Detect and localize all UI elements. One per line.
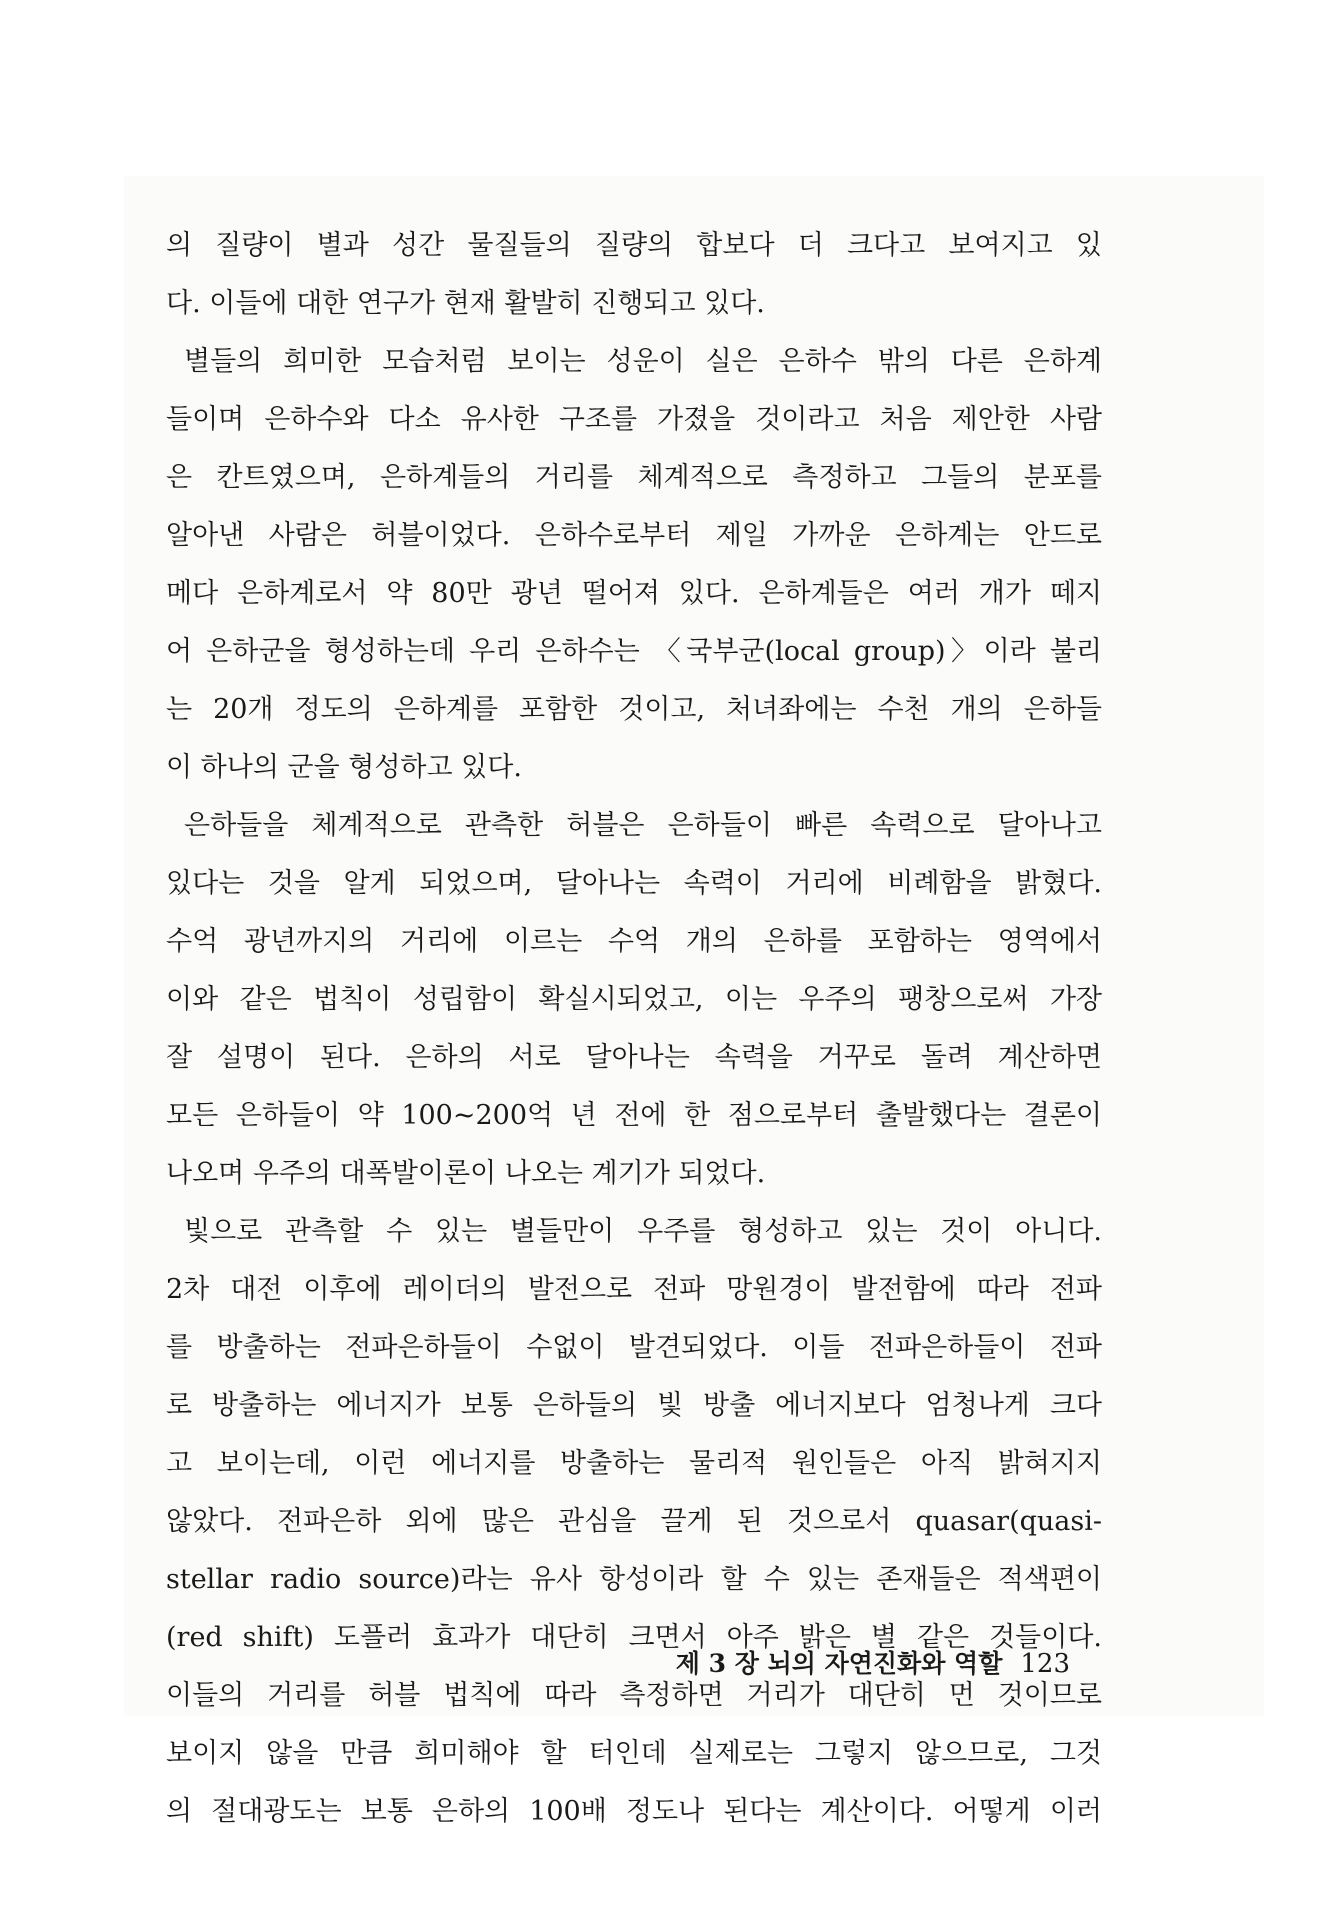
text-line: 잘 설명이 된다. 은하의 서로 달아나는 속력을 거꾸로 돌려 계산하면 [166, 1042, 1102, 1073]
text-line: 메다 은하계로서 약 80만 광년 떨어져 있다. 은하계들은 여러 개가 떼지 [166, 578, 1102, 609]
text-line: 를 방출하는 전파은하들이 수없이 발견되었다. 이들 전파은하들이 전파 [166, 1332, 1102, 1363]
text-line: 은하들을 체계적으로 관측한 허블은 은하들이 빠른 속력으로 달아나고 [184, 810, 1102, 841]
page-footer [650, 1644, 1070, 1680]
text-line: 이 하나의 군을 형성하고 있다. [166, 752, 522, 783]
text-line: (red shift) 도플러 효과가 대단히 크면서 아주 밝은 별 같은 것들이다. [166, 1622, 1102, 1653]
text-line: 는 20개 정도의 은하계를 포함한 것이고, 처녀좌에는 수천 개의 은하들 [166, 694, 1102, 725]
text-line: 별들의 희미한 모습처럼 보이는 성운이 실은 은하수 밖의 다른 은하계 [184, 346, 1102, 377]
text-line: 들이며 은하수와 다소 유사한 구조를 가졌을 것이라고 처음 제안한 사람 [166, 404, 1102, 435]
chapter-title: 제 3 장 뇌의 자연진화와 역할 [675, 1649, 1003, 1678]
text-line: 이와 같은 법칙이 성립함이 확실시되었고, 이는 우주의 팽창으로써 가장 [166, 984, 1102, 1015]
text-line: 알아낸 사람은 허블이었다. 은하수로부터 제일 가까운 은하계는 안드로 [166, 520, 1102, 551]
text-line: 고 보이는데, 이런 에너지를 방출하는 물리적 원인들은 아직 밝혀지지 [166, 1448, 1102, 1479]
text-line: 이들의 거리를 허블 법칙에 따라 측정하면 거리가 대단히 먼 것이므로 [166, 1680, 1102, 1711]
text-line: 모든 은하들이 약 100~200억 년 전에 한 점으로부터 출발했다는 결론이 [166, 1100, 1102, 1131]
text-line: 보이지 않을 만큼 희미해야 할 터인데 실제로는 그렇지 않으므로, 그것 [166, 1738, 1102, 1769]
text-line: 은 칸트였으며, 은하계들의 거리를 체계적으로 측정하고 그들의 분포를 [166, 462, 1102, 493]
text-line: 있다는 것을 알게 되었으며, 달아나는 속력이 거리에 비례함을 밝혔다. [166, 868, 1102, 899]
text-line: 수억 광년까지의 거리에 이르는 수억 개의 은하를 포함하는 영역에서 [166, 926, 1102, 957]
text-line: 않았다. 전파은하 외에 많은 관심을 끌게 된 것으로서 quasar(quasi- [166, 1506, 1102, 1537]
text-line: stellar radio source)라는 유사 항성이라 할 수 있는 존재들은 적색편이 [166, 1564, 1102, 1595]
text-line: 나오며 우주의 대폭발이론이 나오는 계기가 되었다. [166, 1158, 766, 1189]
text-line: 2차 대전 이후에 레이더의 발전으로 전파 망원경이 발전함에 따라 전파 [166, 1274, 1102, 1305]
text-line: 의 질량이 별과 성간 물질들의 질량의 합보다 더 크다고 보여지고 있 [166, 230, 1102, 261]
text-line: 어 은하군을 형성하는데 우리 은하수는 〈국부군(local group)〉이라 불리 [166, 636, 1102, 667]
text-line: 로 방출하는 에너지가 보통 은하들의 빛 방출 에너지보다 엄청나게 크다 [166, 1390, 1102, 1421]
text-line: 의 절대광도는 보통 은하의 100배 정도나 된다는 계산이다. 어떻게 이러 [166, 1796, 1102, 1827]
page-number: 123 [1020, 1649, 1070, 1679]
text-line: 빛으로 관측할 수 있는 별들만이 우주를 형성하고 있는 것이 아니다. [184, 1216, 1102, 1247]
text-line: 다. 이들에 대한 연구가 현재 활발히 진행되고 있다. [166, 288, 765, 319]
